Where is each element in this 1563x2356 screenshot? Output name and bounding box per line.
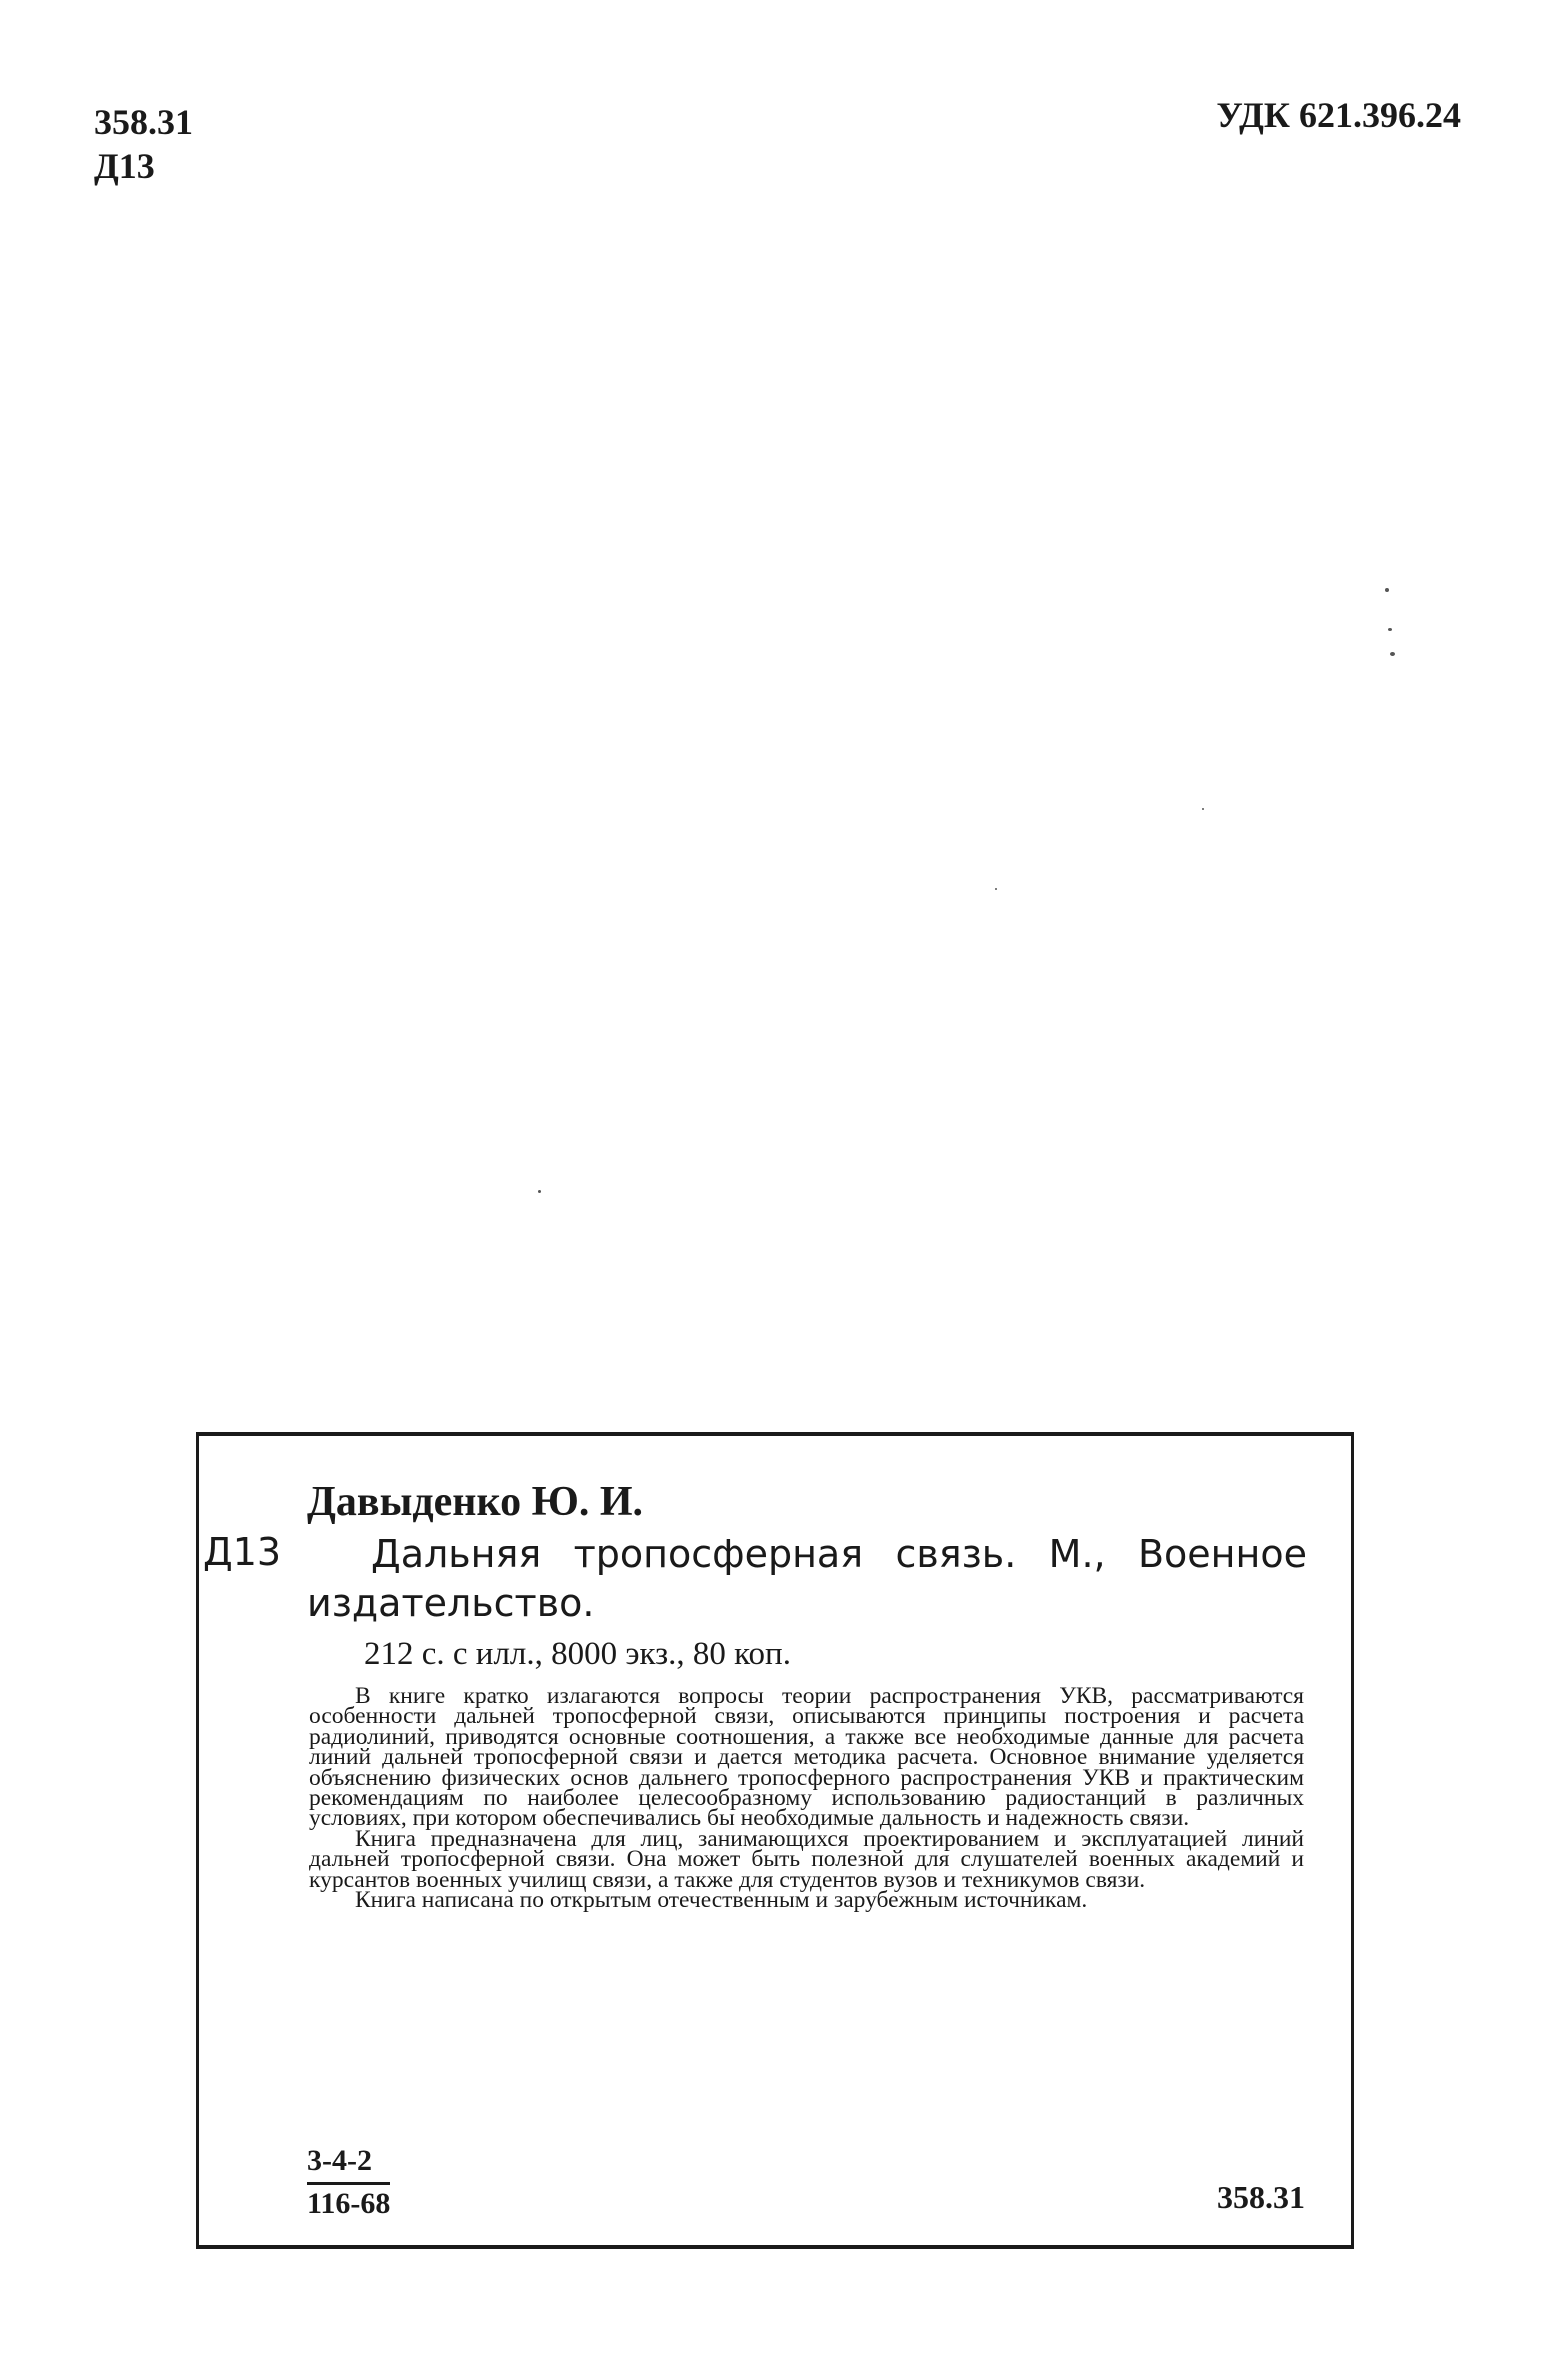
scan-speck (1202, 808, 1204, 810)
scan-speck (1390, 652, 1395, 656)
annotation-paragraph: В книге кратко излагаются вопросы теории распространения УКВ, рассматриваются особенности дальней тропосферной связи, описываются принципы построения и расчета радиолиний, приводятся основные соотношения, а также все необходимые данные для расчета линий дальней тропосферной связи и дается методика расчета. Основное внимание уделяется объяснению физических основ дальнего тропосферного распространения УКВ и практическим рекомендациям по наиболее целесообразному использованию радиостанций в различных условиях, при котором обеспечивались бы необходимые дальность и надежность связи. (309, 1683, 1304, 1832)
annotation-paragraph: Книга предназначена для лиц, занимающихся проектированием и эксплуатацией линий дальней тропосферной связи. Она может быть полезной для слушателей военных академий и курсантов военных училищ связи, а также для студентов вузов и техникумов связи. (309, 1825, 1304, 1893)
card-bbk-code: 358.31 (1217, 2179, 1305, 2215)
udk-code: УДК 621.396.24 (1216, 95, 1461, 135)
card-annotation (309, 1683, 1304, 1914)
card-title: Дальняя тропосферная связь. М., Военное издательство. (307, 1532, 1307, 1625)
scan-speck (1388, 628, 1392, 631)
card-code: Д13 (203, 1530, 282, 1574)
bbk-code: 358.31 (94, 102, 193, 142)
annotation-paragraph: Книга написана по открытым отечественным и зарубежным источникам. (355, 1887, 1088, 1914)
header-classification (94, 100, 193, 188)
card-publication-info: 212 с. с илл., 8000 экз., 80 коп. (364, 1636, 791, 1672)
card-author: Давыденко Ю. И. (307, 1479, 644, 1525)
scan-speck (538, 1190, 541, 1193)
series-index (307, 2142, 390, 2223)
series-numerator: 3-4-2 (307, 2144, 372, 2177)
scan-speck (1385, 588, 1389, 592)
scan-speck (995, 888, 997, 890)
author-mark: Д13 (94, 146, 155, 186)
series-denominator: 116-68 (307, 2182, 390, 2223)
catalog-card (196, 1432, 1354, 2249)
